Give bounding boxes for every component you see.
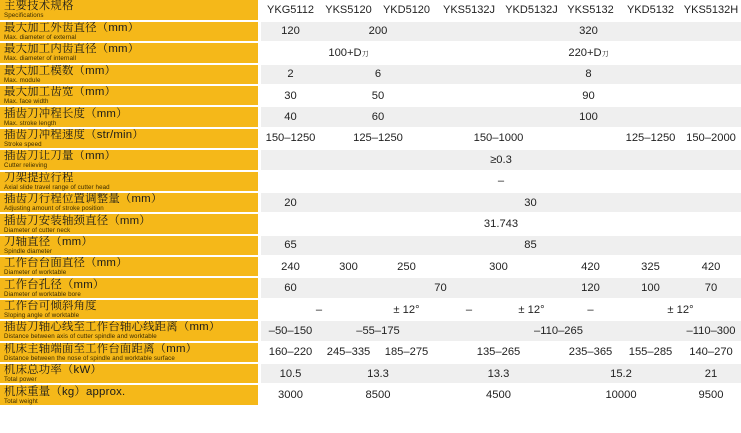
spec-value: ≥0.3 <box>261 150 741 171</box>
spec-value: 300 <box>320 257 377 278</box>
spec-value: 220+D刀 <box>436 43 741 64</box>
spec-value: 10.5 <box>261 364 320 385</box>
spec-value: 325 <box>620 257 681 278</box>
spec-label: 机床重量（kg）approx. Total weight <box>0 385 261 406</box>
spec-value: 125–1250 <box>320 129 436 150</box>
spec-row <box>0 22 741 43</box>
spec-row <box>0 278 741 299</box>
spec-row <box>0 343 741 364</box>
spec-label: 最大加工外齿直径（mm） Max. diameter of external <box>0 22 261 43</box>
model-header: YKD5120 <box>377 0 436 22</box>
spec-value: 245–335 <box>320 343 377 364</box>
spec-value: 13.3 <box>320 364 436 385</box>
spec-value: 250 <box>377 257 436 278</box>
spec-value: 240 <box>261 257 320 278</box>
spec-value: 125–1250 <box>620 129 681 150</box>
model-header: YKS5132J <box>436 0 502 22</box>
model-header: YKS5132H <box>681 0 741 22</box>
spec-value: 300 <box>436 257 561 278</box>
spec-value: 150–1250 <box>261 129 320 150</box>
spec-value: –50–150 <box>261 321 320 342</box>
model-header: YKD5132J <box>502 0 561 22</box>
spec-value: 3000 <box>261 385 320 406</box>
spec-row <box>0 236 741 257</box>
spec-label: 插齿刀轴心线至工作台轴心线距离（mm） Distance between axis of cutter spindle and worktable <box>0 321 261 342</box>
spec-value: 50 <box>320 86 436 107</box>
spec-row <box>0 321 741 342</box>
spec-value: 4500 <box>436 385 561 406</box>
spec-label: 工作台台面直径（mm） Diameter of worktable <box>0 257 261 278</box>
spec-value: 2 <box>261 65 320 86</box>
spec-value: 120 <box>261 22 320 43</box>
spec-value: 40 <box>261 107 320 128</box>
spec-value: –55–175 <box>320 321 436 342</box>
spec-value: 21 <box>681 364 741 385</box>
spec-value: 9500 <box>681 385 741 406</box>
spec-row <box>0 86 741 107</box>
spec-value: 185–275 <box>377 343 436 364</box>
spec-row <box>0 193 741 214</box>
model-header: YKS5132 <box>561 0 620 22</box>
spec-label: 插齿刀安装轴颈直径（mm） Diameter of cutter neck <box>0 214 261 235</box>
spec-label: 刀架提拉行程 Axial slide travel range of cutter head <box>0 172 261 193</box>
spec-value: 60 <box>320 107 436 128</box>
spec-label: 插齿刀冲程速度（str/min） Stroke speed <box>0 129 261 150</box>
spec-value: 8500 <box>320 385 436 406</box>
spec-value: 420 <box>561 257 620 278</box>
spec-value: 100 <box>436 107 741 128</box>
spec-label: 机床主轴端面至工作台面距离（mm） Distance between the nose of spindle and worktable surface <box>0 343 261 364</box>
spec-row <box>0 385 741 406</box>
spec-label: 工作台可倾斜角度 Sloping angle of worktable <box>0 300 261 321</box>
spec-value: 31.743 <box>261 214 741 235</box>
spec-value: 30 <box>261 86 320 107</box>
spec-label: 最大加工内齿直径（mm） Max. diameter of internall <box>0 43 261 64</box>
model-header: YKD5132 <box>620 0 681 22</box>
spec-row <box>0 300 741 321</box>
spec-row <box>0 172 741 193</box>
spec-value: –110–300 <box>681 321 741 342</box>
spec-row <box>0 43 741 64</box>
spec-value: 120 <box>561 278 620 299</box>
spec-label: 插齿刀让刀量（mm） Cutter relieving <box>0 150 261 171</box>
spec-value: 320 <box>436 22 741 43</box>
spec-value: 6 <box>320 65 436 86</box>
spec-value: 140–270 <box>681 343 741 364</box>
spec-value: 200 <box>320 22 436 43</box>
spec-value: –110–265 <box>436 321 681 342</box>
spec-value: 235–365 <box>561 343 620 364</box>
spec-value: 8 <box>436 65 741 86</box>
spec-label: 工作台孔径（mm） Diameter of worktable bore <box>0 278 261 299</box>
header-row <box>0 0 741 22</box>
spec-row <box>0 150 741 171</box>
spec-row <box>0 129 741 150</box>
spec-value: ± 12° <box>377 300 436 321</box>
spec-label: 最大加工齿宽（mm） Max. face width <box>0 86 261 107</box>
spec-value: 30 <box>320 193 741 214</box>
model-header: YKS5120 <box>320 0 377 22</box>
spec-row <box>0 65 741 86</box>
spec-value: – <box>261 300 377 321</box>
spec-value: – <box>261 172 741 193</box>
spec-value: 13.3 <box>436 364 561 385</box>
spec-value: 65 <box>261 236 320 257</box>
spec-label: 插齿刀冲程长度（mm） Max. stroke length <box>0 107 261 128</box>
spec-value: 70 <box>320 278 561 299</box>
spec-row <box>0 364 741 385</box>
spec-value: 70 <box>681 278 741 299</box>
spec-value: – <box>561 300 620 321</box>
spec-row <box>0 214 741 235</box>
spec-value: 135–265 <box>436 343 561 364</box>
spec-value: 100+D刀 <box>261 43 436 64</box>
spec-value: 60 <box>261 278 320 299</box>
spec-value: 20 <box>261 193 320 214</box>
spec-value: ± 12° <box>620 300 741 321</box>
spec-row <box>0 107 741 128</box>
spec-label: 插齿刀行程位置调整量（mm） Adjusting amount of stroke position <box>0 193 261 214</box>
spec-value: 150–1000 <box>436 129 561 150</box>
spec-value: 90 <box>436 86 741 107</box>
spec-value: 160–220 <box>261 343 320 364</box>
spec-value <box>561 129 620 150</box>
spec-value: – <box>436 300 502 321</box>
spec-label: 机床总功率（kW） Total power <box>0 364 261 385</box>
spec-value: 15.2 <box>561 364 681 385</box>
model-header: YKG5112 <box>261 0 320 22</box>
spec-value: 100 <box>620 278 681 299</box>
spec-value: 10000 <box>561 385 681 406</box>
header-label: 主要技术规格 Specifications <box>0 0 261 22</box>
spec-value: 155–285 <box>620 343 681 364</box>
spec-value: 420 <box>681 257 741 278</box>
spec-row <box>0 257 741 278</box>
spec-value: ± 12° <box>502 300 561 321</box>
spec-label: 最大加工模数（mm） Max. module <box>0 65 261 86</box>
spec-value: 85 <box>320 236 741 257</box>
spec-label: 刀轴直径（mm） Spindle diameter <box>0 236 261 257</box>
spec-value: 150–2000 <box>681 129 741 150</box>
